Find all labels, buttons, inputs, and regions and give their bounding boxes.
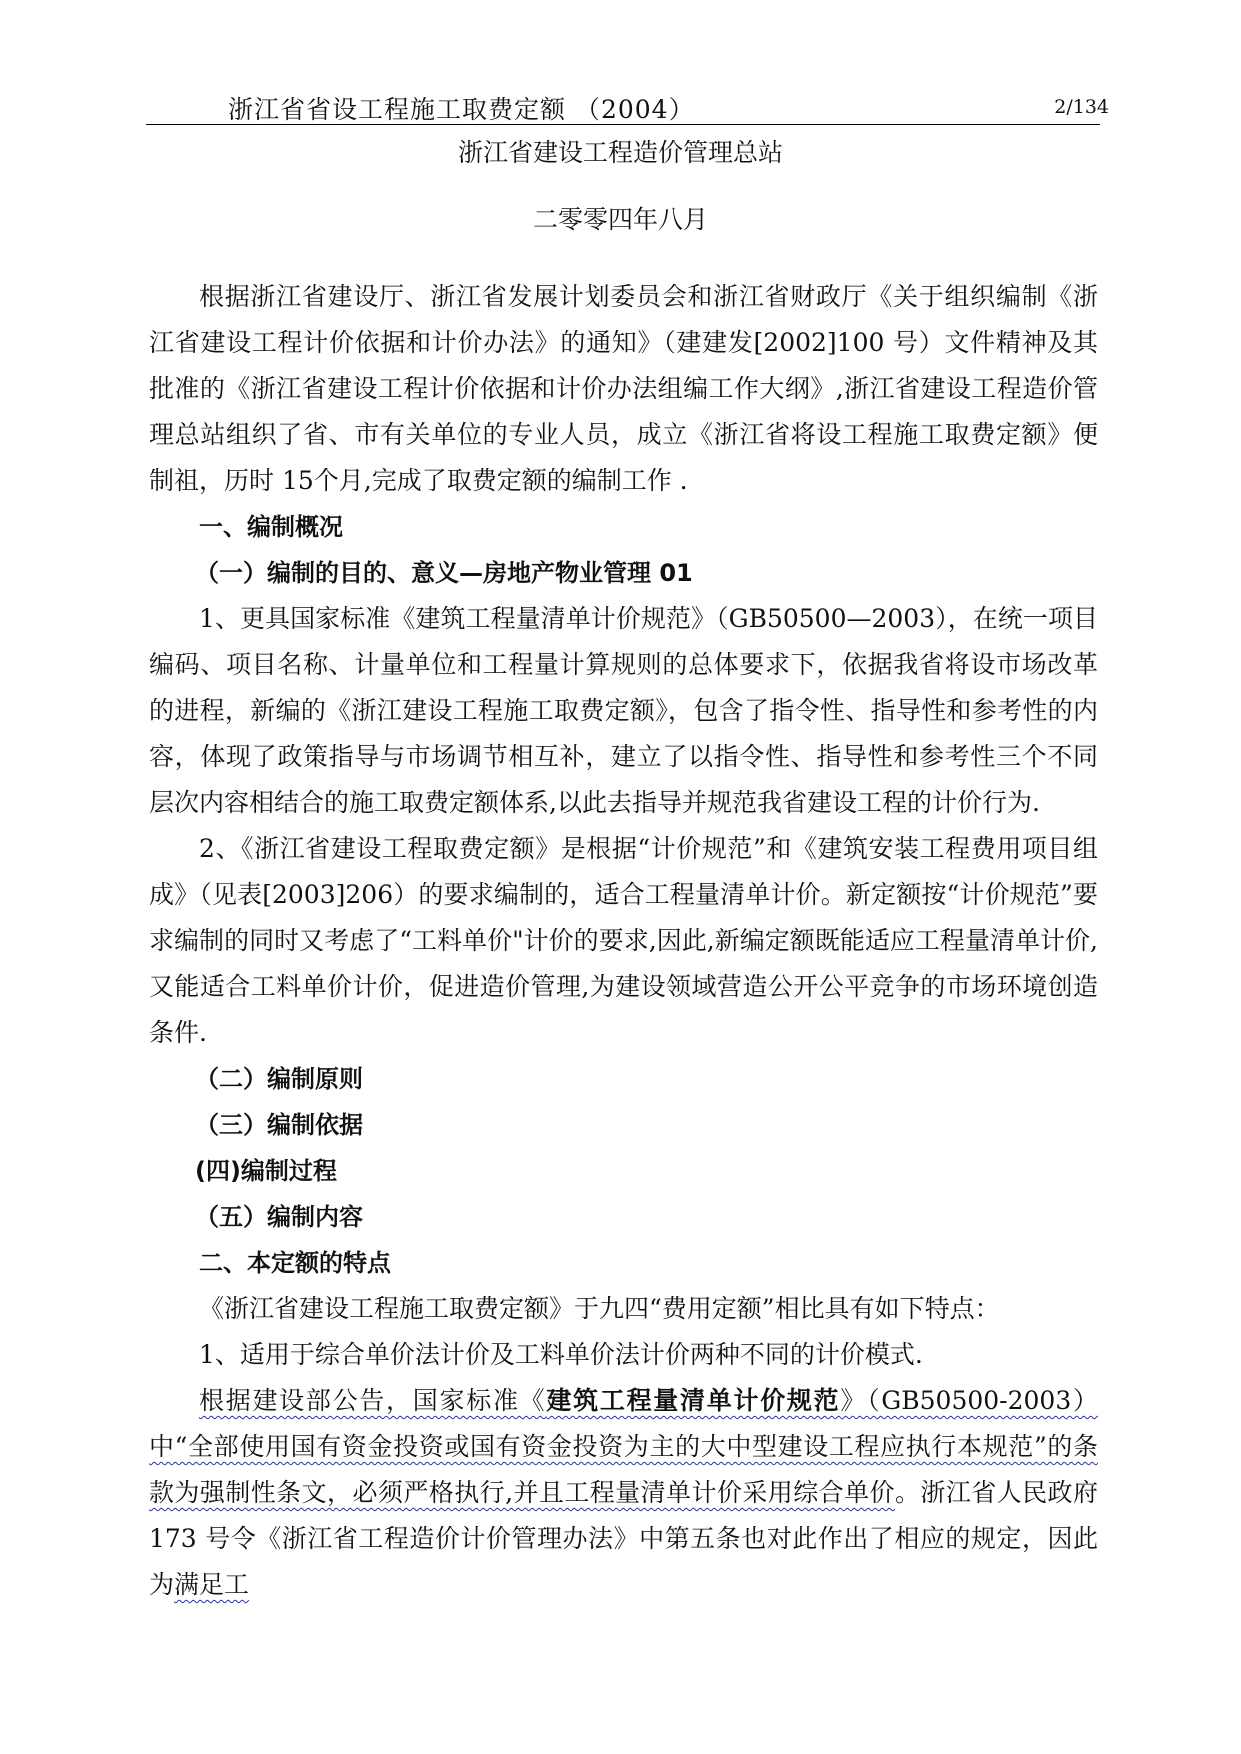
header-rule bbox=[146, 124, 1100, 125]
page-number: 2/134 bbox=[1054, 96, 1109, 118]
text-run: 。浙江省人民政府 173 号令《浙江省工程造价计价管理办法》中第五条也对此作出了相应的规定，因此为 bbox=[149, 1478, 1098, 1599]
document-body bbox=[149, 274, 1098, 1608]
paragraph-2: 2、《浙江省建设工程取费定额》是根据“计价规范”和《建筑安装工程费用项目组成》（见表[2003]206）的要求编制的，适合工程量清单计价。新定额按“计价规范”要求编制的同时又考虑了“工料单价"计价的要求,因此,新编定额既能适应工程量清单计价,又能适合工料单价计价，促进造价管理,为建设领域营造公开公平竞争的市场环境创造条件. bbox=[149, 834, 1098, 1047]
subsection-heading-4: (四)编制过程 bbox=[195, 1157, 337, 1185]
section-heading-2: 二、本定额的特点 bbox=[199, 1249, 391, 1277]
header-title: 浙江省省设工程施工取费定额 （2004） bbox=[228, 95, 695, 124]
subsection-heading-3: （三）编制依据 bbox=[195, 1111, 363, 1139]
text-run: 根据建设部公告，国家标准《 bbox=[199, 1386, 547, 1415]
subsection-heading-1: （一）编制的目的、意义—房地产物业管理 01 bbox=[195, 559, 693, 587]
intro-paragraph: 根据浙江省建设厅、浙江省发展计划委员会和浙江省财政厅《关于组织编制《浙江省建设工程计价依据和计价办法》的通知》（建建发[2002]100 号）文件精神及其批准的《浙江省建设工程计价依据和计价办法组编工作大纲》,浙江省建设工程造价管理总站组织了省、市有关单位的专业人员，成立《浙江省将设工程施工取费定额》便制祖，历时 15个月,完成了取费定额的编制工作 . bbox=[149, 282, 1098, 495]
section-heading-1: 一、编制概况 bbox=[199, 513, 343, 541]
paragraph-5 bbox=[149, 1378, 1098, 1608]
marked-text-b: 满足工 bbox=[174, 1570, 250, 1599]
subsection-heading-5: （五）编制内容 bbox=[195, 1203, 363, 1231]
date-line: 二零零四年八月 bbox=[532, 205, 708, 234]
paragraph-4: 1、适用于综合单价法计价及工料单价法计价两种不同的计价模式. bbox=[199, 1340, 923, 1369]
subsection-heading-2: （二）编制原则 bbox=[195, 1065, 363, 1093]
paragraph-1: 1、更具国家标准《建筑工程量清单计价规范》（GB50500—2003），在统一项目编码、项目名称、计量单位和工程量计算规则的总体要求下，依据我省将设市场改革的进程，新编的《浙江建设工程施工取费定额》，包含了指令性、指导性和参考性的内容，体现了政策指导与市场调节相互补，建立了以指令性、指导性和参考性三个不同层次内容相结合的施工取费定额体系,以此去指导并规范我省建设工程的计价行为. bbox=[149, 604, 1098, 817]
issuer-line: 浙江省建设工程造价管理总站 bbox=[457, 138, 783, 167]
bold-term: 建筑工程量清单计价规范 bbox=[546, 1386, 841, 1415]
text-run: 》（GB50500-2003）中“全部使用国有资金投资或国有资金投资为主的大中型建设工程应执行本规范”的条款为强制性条文，必须严格执行,并且工程量清单计价采用综合单价 bbox=[149, 1386, 1098, 1507]
paragraph-3: 《浙江省建设工程施工取费定额》于九四“费用定额”相比具有如下特点： bbox=[199, 1294, 1000, 1323]
